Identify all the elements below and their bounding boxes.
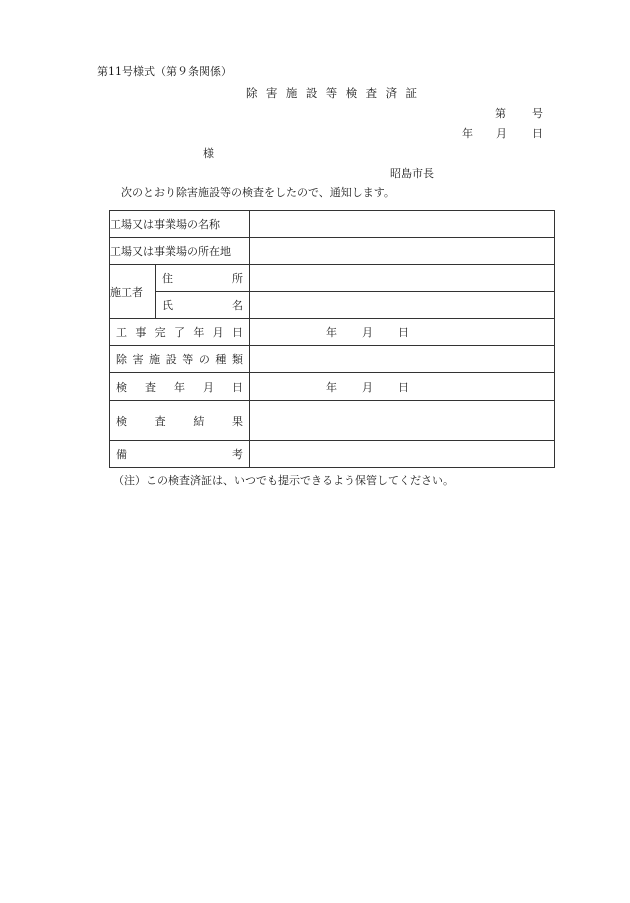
factory-address-label: 工場又は事業場の所在地 [110, 238, 250, 265]
intro-text: 次のとおり除害施設等の検査をしたので、通知します。 [121, 186, 395, 199]
issuer: 昭島市長 [390, 167, 434, 180]
row-facility-type [110, 346, 555, 373]
inspection-table [109, 210, 555, 468]
row-contractor-name [110, 292, 555, 319]
facility-type-label: 除 害 施 設 等 の 種 類 [110, 346, 250, 373]
contractor-label: 施工者 [110, 265, 156, 319]
completion-date-label: 工 事 完 了 年 月 日 [110, 319, 250, 346]
footnote: （注）この検査済証は、いつでも提示できるよう保管してください。 [113, 474, 454, 487]
issue-date-line: 年 月 日 [462, 127, 543, 140]
row-completion-date [110, 319, 555, 346]
inspection-result-label: 検 査 結 果 [110, 401, 250, 441]
row-remarks [110, 441, 555, 468]
factory-name-value [250, 211, 555, 238]
row-inspection-date [110, 373, 555, 401]
completion-date-value: 年 月 日 [250, 319, 555, 346]
contractor-name-label: 氏 名 [156, 292, 250, 319]
remarks-label: 備 考 [110, 441, 250, 468]
row-inspection-result [110, 401, 555, 441]
contractor-address-label: 住 所 [156, 265, 250, 292]
row-factory-address [110, 238, 555, 265]
factory-address-value [250, 238, 555, 265]
inspection-result-value [250, 401, 555, 441]
inspection-date-value: 年 月 日 [250, 373, 555, 401]
row-factory-name [110, 211, 555, 238]
inspection-date-label: 検 査 年 月 日 [110, 373, 250, 401]
facility-type-value [250, 346, 555, 373]
form-number: 第11号様式（第９条関係） [97, 65, 232, 78]
contractor-address-value [250, 265, 555, 292]
factory-name-label: 工場又は事業場の名称 [110, 211, 250, 238]
row-contractor-address [110, 265, 555, 292]
remarks-value [250, 441, 555, 468]
certificate-number-line: 第 号 [495, 107, 543, 120]
document-title: 除 害 施 設 等 検 査 済 証 [246, 86, 417, 100]
addressee: 様 [203, 147, 214, 160]
contractor-name-value [250, 292, 555, 319]
